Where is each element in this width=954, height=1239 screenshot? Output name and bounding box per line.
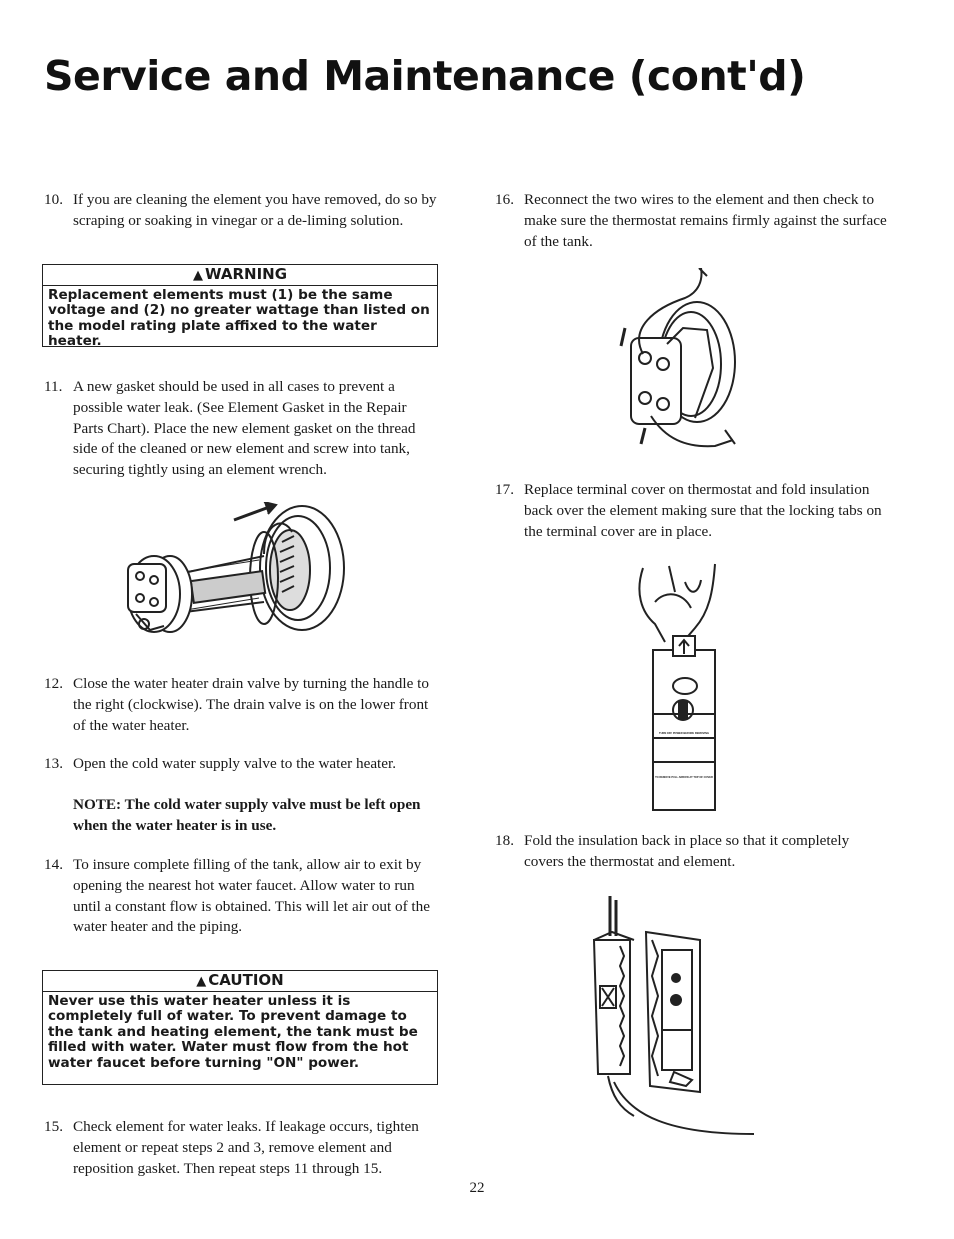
step-number: 12. bbox=[44, 675, 63, 692]
step-text: Open the cold water supply valve to the water heater. bbox=[73, 755, 397, 772]
step-number: 17. bbox=[495, 481, 514, 498]
step-text: Reconnect the two wires to the element and then check to make sure the thermostat remains firmly against the surface of the tank. bbox=[524, 191, 887, 250]
page-title: Service and Maintenance (cont'd) bbox=[44, 52, 806, 100]
element-gasket-illustration bbox=[114, 502, 364, 652]
step-11 bbox=[44, 377, 440, 481]
step-13 bbox=[44, 754, 440, 775]
caution-heading-text: CAUTION bbox=[208, 971, 284, 989]
warning-heading bbox=[43, 265, 437, 286]
step-number: 10. bbox=[44, 191, 63, 208]
step-number: 18. bbox=[495, 832, 514, 849]
step-number: 16. bbox=[495, 191, 514, 208]
warning-box bbox=[42, 264, 438, 350]
caution-text: Never use this water heater unless it is completely full of water. To prevent damage to the tank and heating element, the tank must be filled with water. Water must flow from the hot water faucet before turning "ON" power. bbox=[48, 993, 418, 1071]
caution-box bbox=[42, 970, 438, 1085]
step-14 bbox=[44, 855, 440, 938]
warning-text: Replacement elements must (1) be the same voltage and (2) no greater wattage than listed on the model rating plate affixed to the water heater. bbox=[48, 287, 430, 350]
warning-triangle-icon: ▲ bbox=[192, 268, 203, 283]
step-text: Close the water heater drain valve by turning the handle to the right (clockwise). The drain valve is on the lower front of the water heater. bbox=[73, 675, 429, 734]
cover-label-top: TURN OFF POWER BEFORE REMOVING bbox=[658, 732, 710, 735]
step-number: 11. bbox=[44, 378, 63, 395]
caution-heading bbox=[43, 971, 437, 992]
step-text: To insure complete filling of the tank, allow air to exit by opening the nearest hot water faucet. Allow water to run until a constant flow is obtained. This will let air out of the water heater and the piping. bbox=[73, 856, 430, 936]
step-number: 15. bbox=[44, 1118, 63, 1135]
step-15 bbox=[44, 1117, 440, 1179]
step-17 bbox=[495, 480, 890, 542]
terminal-cover-illustration bbox=[625, 562, 745, 812]
step-text: A new gasket should be used in all cases to prevent a possible water leak. (See Element Gasket in the Repair Parts Chart). Place the new element gasket on the thread side of the cleaned or new element and screw into tank, securing tightly using an element wrench. bbox=[73, 378, 416, 479]
element-wires-illustration bbox=[615, 268, 755, 458]
page-number: 22 bbox=[469, 1180, 485, 1196]
step-10 bbox=[44, 190, 440, 232]
note-cold-water: NOTE: The cold water supply valve must be left open when the water heater is in use. bbox=[73, 796, 421, 834]
step-number: 14. bbox=[44, 856, 63, 873]
cover-label-bottom: TO REMOVE PULL ARROW AT TOP OF COVER bbox=[655, 776, 713, 779]
step-text: Replace terminal cover on thermostat and fold insulation back over the element making sure that the locking tabs on the terminal cover are in place. bbox=[524, 481, 882, 540]
right-column bbox=[495, 190, 890, 1180]
step-12 bbox=[44, 674, 440, 736]
insulation-fold-illustration bbox=[590, 896, 760, 1158]
caution-triangle-icon: ▲ bbox=[196, 974, 207, 989]
step-text: Check element for water leaks. If leakage occurs, tighten element or repeat steps 2 and 3, remove element and reposition gasket. Then repeat steps 11 through 15. bbox=[73, 1118, 419, 1177]
step-18 bbox=[495, 831, 890, 873]
step-text: Fold the insulation back in place so that it completely covers the thermostat and element. bbox=[524, 832, 850, 870]
step-16 bbox=[495, 190, 890, 252]
step-text: If you are cleaning the element you have removed, do so by scraping or soaking in vinegar or a de-liming solution. bbox=[73, 191, 437, 229]
left-column bbox=[44, 190, 440, 1180]
step-number: 13. bbox=[44, 755, 63, 772]
warning-heading-text: WARNING bbox=[204, 265, 288, 283]
